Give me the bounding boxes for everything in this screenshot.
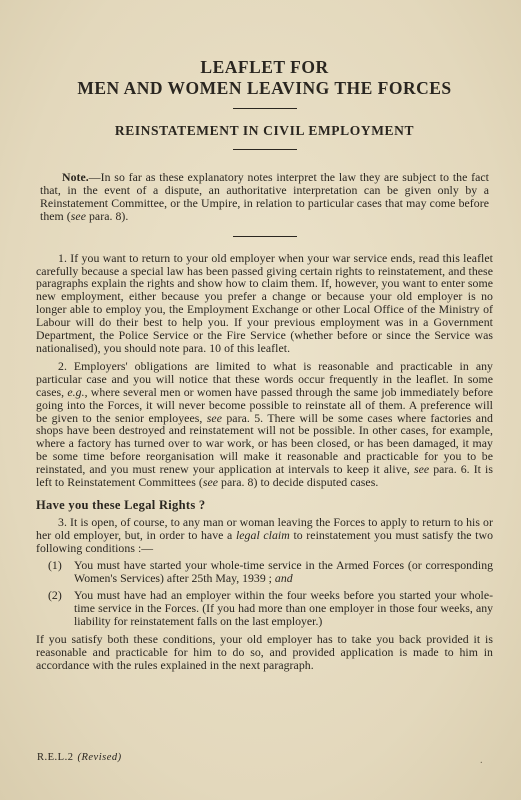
- page-mark: ·: [479, 758, 483, 769]
- title-divider: [233, 108, 297, 109]
- closing-paragraph: If you satisfy both these conditions, your old employer has to take you back provided it is reasonable and practicable for him to do so, and provided application is made to him in accordance with the rules explained in the next paragraph.: [36, 632, 493, 672]
- subtitle-divider: [233, 149, 297, 150]
- note-divider: [233, 236, 297, 237]
- form-code: R.E.L.2 (Revised): [37, 752, 122, 763]
- leaflet-title-line2: MEN AND WOMEN LEAVING THE FORCES: [77, 78, 452, 98]
- section-heading: Have you these Legal Rights ?: [36, 497, 206, 512]
- leaflet-title-line1: LEAFLET FOR: [200, 57, 329, 77]
- note-lead: Note.: [62, 170, 89, 184]
- paragraph-1: 1. If you want to return to your old employer when your war service ends, read this leaflet carefully because a special law has been passed giving certain rights to reinstatement, and these paragraphs explain the rights and show how to claim them. If, however, you want to enter some new employment, either because you prefer a change or because your old employer is no longer able to employ you, the Employment Exchange or other Local Office of the Ministry of Labour will do their best to help you. If your previous employment was in a Government Department, the Police Service or the Fire Service (whether before or since the Service was nationalised), you should note para. 10 of this leaflet.: [36, 250, 493, 355]
- condition-2: (2) You must have had an employer within the four weeks before you started your whole-time service in the Forces. (If you had more than one employer in those four weeks, any liability for reinstatement falls on the last employer.): [48, 588, 493, 629]
- paragraph-2: 2. Employers' obligations are limited to what is reasonable and practicable in any particular case and you will notice that these words occur frequently in the leaflet. In some cases, e.g., where several men or women have passed through the same job immediately before going into the Forces, it will never become possible to reinstate all of them. A preference will be given to the senior employees, see para. 5. There will be some cases where factories and shops have been destroyed and reinstatement will not be possible. In other cases, for example, where a factory has turned over to war work, or has been closed, or has been damaged, it may be some time before reorganisation will make it reasonable and practicable for you to be reinstated, and you must renew your application at intervals to keep it alive, see para. 6. It is left to Reinstatement Committees (see para. 8) to decide disputed cases.: [36, 358, 493, 490]
- condition-1: (1) You must have started your whole-time service in the Armed Forces (or corresponding Women's Services) after 25th May, 1939 ; and: [48, 557, 493, 585]
- paragraph-3: 3. It is open, of course, to any man or woman leaving the Forces to apply to return to his or her old employer, but, in order to have a legal claim to reinstatement you must satisfy the two following conditions :—: [36, 514, 494, 555]
- leaflet-subtitle: REINSTATEMENT IN CIVIL EMPLOYMENT: [114, 123, 415, 138]
- explanatory-note: Note.—In so far as these explanatory notes interpret the law they are subject to the fact that, in the event of a dispute, an authoritative interpretation can be given only by a Reinstatement Committee, or the Umpire, in relation to particular cases that may come before them (see para. 8).: [40, 170, 489, 223]
